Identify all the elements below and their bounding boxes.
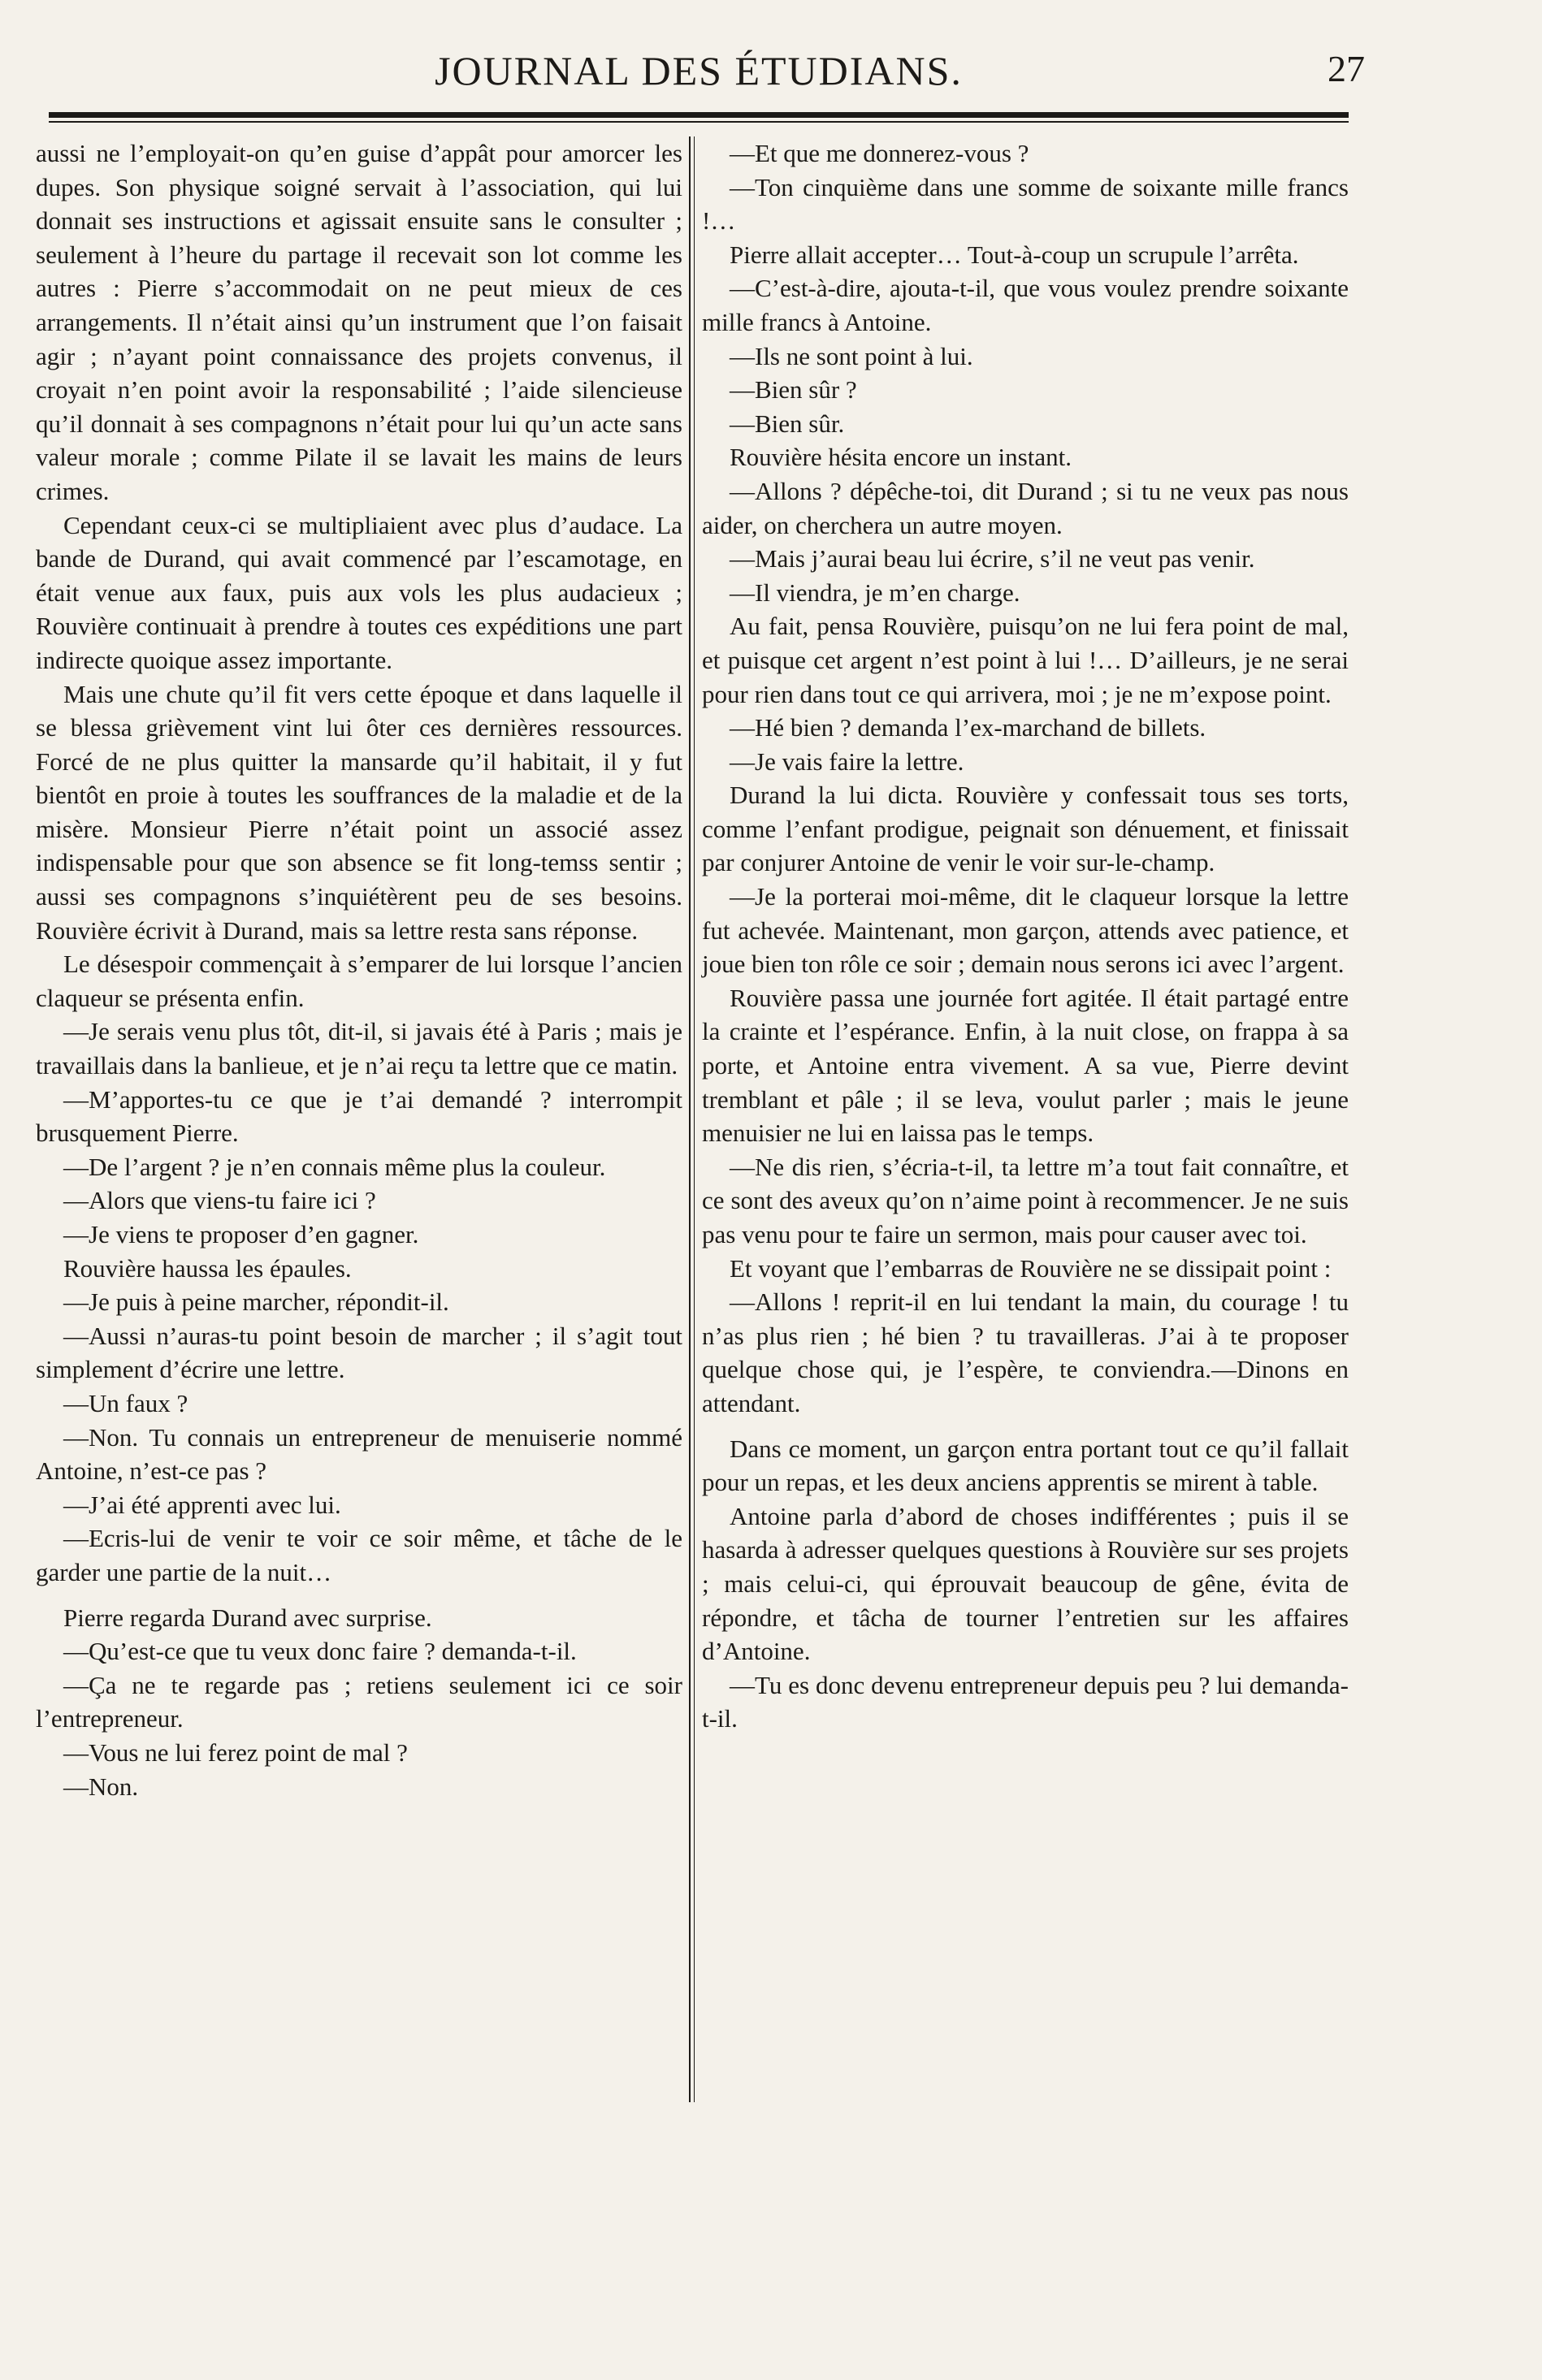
paragraph: —Ecris-lui de venir te voir ce soir même, et tâche de le garder une partie de la nuit… — [36, 1524, 682, 1586]
paragraph: Antoine parla d’abord de choses indifférentes ; puis il se hasarda à adresser quelques questions à Rouvière sur ses projets ; mais celui-ci, qui éprouvait beaucoup de gêne, évita de répondre, et tâcha de tourner l’entretien sur les affaires d’Antoine. — [702, 1501, 1349, 1666]
paragraph: —Ne dis rien, s’écria-t-il, ta lettre m’a tout fait connaître, et ce sont des aveux qu’on n’aime point à recommencer. Je ne suis pas venu pour te faire un sermon, mais pour causer avec toi. — [702, 1152, 1349, 1248]
paragraph: —Bien sûr. — [730, 409, 845, 438]
column-divider — [689, 136, 691, 2102]
paragraph: Durand la lui dicta. Rouvière y confessait tous ses torts, comme l’enfant prodigue, peignait son dénuement, et finissait par conjurer Antoine de venir le voir sur-le-champ. — [702, 781, 1349, 877]
paragraph: —Je la porterai moi-même, dit le claqueur lorsque la lettre fut achevée. Maintenant, mon garçon, attends avec patience, et joue bien ton rôle ce soir ; demain nous serons ici avec l’argent. — [702, 882, 1349, 979]
paragraph: —J’ai été apprenti avec lui. — [63, 1490, 341, 1519]
paragraph: Pierre regarda Durand avec surprise. — [63, 1603, 432, 1632]
paragraph: —Non. Tu connais un entrepreneur de menuiserie nommé Antoine, n’est-ce pas ? — [36, 1422, 682, 1486]
paragraph: —Je serais venu plus tôt, dit-il, si javais été à Paris ; mais je travaillais dans la banlieue, et je n’ai reçu ta lettre que ce matin. — [36, 1017, 682, 1080]
paragraph: —Hé bien ? demanda l’ex-marchand de billets. — [730, 713, 1206, 742]
paragraph: Rouvière passa une journée fort agitée. Il était partagé entre la crainte et l’espérance. Enfin, à la nuit close, on frappa à sa porte, et Antoine entra vivement. A sa vue, Pierre devint tremblant et pâle ; il se leva, voulut parler ; mais le jeune menuisier ne lui en laissa pas le temps. — [702, 983, 1349, 1148]
paragraph: Le désespoir commençait à s’emparer de lui lorsque l’ancien claqueur se présenta enfin. — [36, 950, 682, 1012]
paragraph: —Ça ne te regarde pas ; retiens seulement ici ce soir l’entrepreneur. — [36, 1670, 682, 1733]
paragraph: —Ils ne sont point à lui. — [730, 341, 973, 370]
paragraph: —Mais j’aurai beau lui écrire, s’il ne veut pas venir. — [730, 544, 1255, 573]
page-header — [32, 32, 1365, 97]
column-divider — [694, 136, 695, 2102]
paragraph: —Je viens te proposer d’en gagner. — [63, 1220, 419, 1248]
left-column — [36, 136, 682, 1803]
paragraph: Au fait, pensa Rouvière, puisqu’on ne lui fera point de mal, et puisque cet argent n’est point à lui !… D’ailleurs, je ne serai pour rien dans tout ce qui arrivera, moi ; je ne m’expose point. — [702, 612, 1349, 708]
paragraph: —C’est-à-dire, ajouta-t-il, que vous voulez prendre soixante mille francs à Antoine. — [702, 274, 1349, 336]
paragraph: —M’apportes-tu ce que je t’ai demandé ? interrompit brusquement Pierre. — [36, 1084, 682, 1148]
paragraph: —Vous ne lui ferez point de mal ? — [63, 1737, 408, 1767]
paragraph: —Ton cinquième dans une somme de soixante mille francs !… — [702, 172, 1349, 236]
paragraph: —Allons ! reprit-il en lui tendant la main, du courage ! tu n’as plus rien ; hé bien ? tu travailleras. J’ai à te proposer quelque chose qui, je l’espère, te conviendra.—Dinons en attendant. — [702, 1287, 1349, 1417]
paragraph: aussi ne l’employait-on qu’en guise d’appât pour amorcer les dupes. Son physique soigné servait à l’association, qui lui donnait ses instructions et agissait ensuite sans le consulter ; seulement à l’heure du partage il recevait son lot comme les autres : Pierre s’accommodait on ne peut mieux de ces arrangements. Il n’était ainsi qu’un instrument que l’on faisait agir ; n’ayant point connaissance des projets convenus, il croyait n’en point avoir la responsabilité ; l’aide silencieuse qu’il donnait à ses compagnons n’était pour lui qu’un acte sans valeur morale ; comme Pilate il se lavait les mains de leurs crimes. — [36, 139, 682, 505]
paragraph: —Allons ? dépêche-toi, dit Durand ; si tu ne veux pas nous aider, on cherchera un autre moyen. — [702, 476, 1349, 539]
header-rule-thin — [49, 121, 1349, 123]
paragraph: —De l’argent ? je n’en connais même plus la couleur. — [63, 1152, 606, 1181]
paragraph: —Tu es donc devenu entrepreneur depuis peu ? lui demanda-t-il. — [702, 1670, 1349, 1733]
journal-title: JOURNAL DES ÉTUDIANS. — [435, 48, 963, 93]
paragraph: —Un faux ? — [63, 1388, 188, 1417]
paragraph: —Je puis à peine marcher, répondit-il. — [63, 1287, 449, 1317]
paragraph: Cependant ceux-ci se multipliaient avec plus d’audace. La bande de Durand, qui avait commencé par l’escamotage, en était venue aux faux, puis aux vols les plus audacieux ; Rouvière continuait à prendre à toutes ces expéditions une part indirecte quoique assez importante. — [36, 510, 682, 674]
paragraph: —Non. — [63, 1772, 139, 1801]
paragraph: Dans ce moment, un garçon entra portant tout ce qu’il fallait pour un repas, et les deux anciens apprentis se mirent à table. — [702, 1434, 1349, 1497]
paragraph: Rouvière hésita encore un instant. — [730, 443, 1072, 472]
paragraph: —Aussi n’auras-tu point besoin de marcher ; il s’agit tout simplement d’écrire une lettre. — [36, 1321, 682, 1384]
page-number: 27 — [1328, 48, 1365, 89]
paragraph: —Il viendra, je m’en charge. — [730, 578, 1020, 607]
right-column — [702, 136, 1349, 1736]
paragraph: Et voyant que l’embarras de Rouvière ne se dissipait point : — [730, 1253, 1332, 1283]
header-rule-thick — [49, 112, 1349, 118]
paragraph: —Je vais faire la lettre. — [730, 746, 964, 776]
paragraph: Pierre allait accepter… Tout-à-coup un scrupule l’arrêta. — [730, 240, 1299, 269]
paragraph: —Qu’est-ce que tu veux donc faire ? demanda-t-il. — [63, 1637, 577, 1666]
paragraph: Mais une chute qu’il fit vers cette époque et dans laquelle il se blessa grièvement vint lui ôter ces dernières ressources. Forcé de ne plus quitter la mansarde qu’il habitait, il y fut bientôt en proie à toutes les souffrances de la maladie et de la misère. Monsieur Pierre n’était point un associé assez indispensable pour que son absence se fit long-temss sentir ; aussi ses compagnons s’inquiétèrent peu de ses besoins. Rouvière écrivit à Durand, mais sa lettre resta sans réponse. — [36, 679, 682, 945]
paragraph: —Et que me donnerez-vous ? — [730, 139, 1029, 167]
paragraph: Rouvière haussa les épaules. — [63, 1253, 352, 1283]
paragraph: —Alors que viens-tu faire ici ? — [63, 1186, 376, 1215]
paragraph: —Bien sûr ? — [730, 375, 857, 405]
